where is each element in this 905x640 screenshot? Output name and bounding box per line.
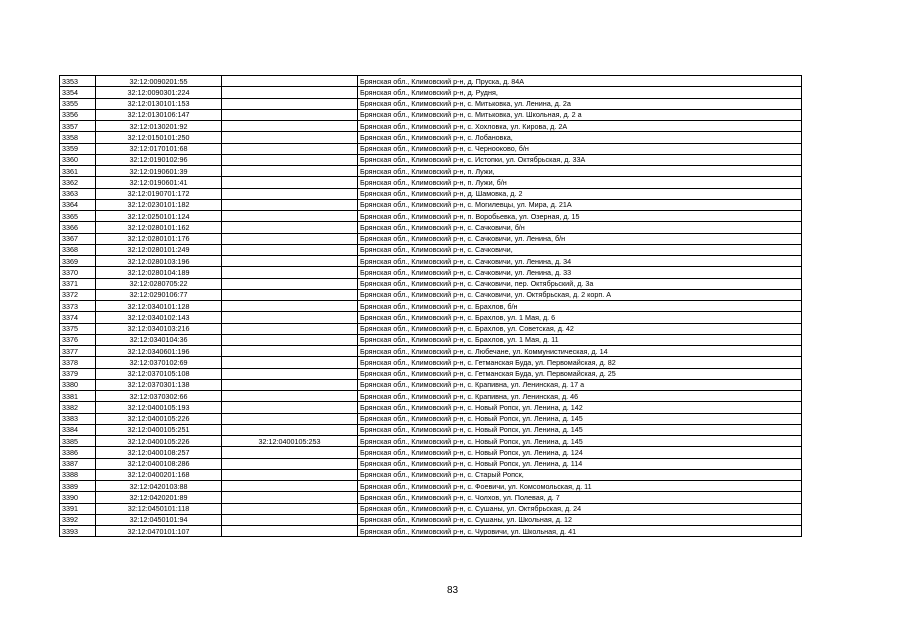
row-number-cell: 3384 bbox=[60, 424, 96, 435]
cadastral-number-cell: 32:12:0190102:96 bbox=[96, 154, 222, 165]
table-row bbox=[60, 447, 802, 458]
linked-cadastral-number-cell bbox=[222, 323, 358, 334]
registry-table-body bbox=[60, 76, 802, 537]
table-row bbox=[60, 514, 802, 525]
address-cell: Брянская обл., Климовский р-н, с. Чернооково, б/н bbox=[358, 143, 802, 154]
linked-cadastral-number-cell bbox=[222, 76, 358, 87]
linked-cadastral-number-cell bbox=[222, 87, 358, 98]
cadastral-number-cell: 32:12:0370301:138 bbox=[96, 379, 222, 390]
address-cell: Брянская обл., Климовский р-н, с. Старый Ропск, bbox=[358, 469, 802, 480]
cadastral-number-cell: 32:12:0400108:286 bbox=[96, 458, 222, 469]
linked-cadastral-number-cell bbox=[222, 469, 358, 480]
row-number-cell: 3389 bbox=[60, 481, 96, 492]
table-row bbox=[60, 222, 802, 233]
table-row bbox=[60, 334, 802, 345]
linked-cadastral-number-cell bbox=[222, 166, 358, 177]
cadastral-number-cell: 32:12:0400105:226 bbox=[96, 413, 222, 424]
table-row bbox=[60, 121, 802, 132]
row-number-cell: 3390 bbox=[60, 492, 96, 503]
address-cell: Брянская обл., Климовский р-н, с. Сушаны, ул. Октябрьская, д. 24 bbox=[358, 503, 802, 514]
row-number-cell: 3382 bbox=[60, 402, 96, 413]
address-cell: Брянская обл., Климовский р-н, с. Митьковка, ул. Ленина, д. 2а bbox=[358, 98, 802, 109]
cadastral-number-cell: 32:12:0420201:89 bbox=[96, 492, 222, 503]
linked-cadastral-number-cell bbox=[222, 289, 358, 300]
row-number-cell: 3362 bbox=[60, 177, 96, 188]
table-row bbox=[60, 301, 802, 312]
address-cell: Брянская обл., Климовский р-н, с. Новый Ропск, ул. Ленина, д. 145 bbox=[358, 436, 802, 447]
address-cell: Брянская обл., Климовский р-н, с. Могилевцы, ул. Мира, д. 21А bbox=[358, 199, 802, 210]
cadastral-number-cell: 32:12:0280705:22 bbox=[96, 278, 222, 289]
cadastral-number-cell: 32:12:0400105:193 bbox=[96, 402, 222, 413]
address-cell: Брянская обл., Климовский р-н, п. Лужи, б/н bbox=[358, 177, 802, 188]
row-number-cell: 3357 bbox=[60, 121, 96, 132]
row-number-cell: 3385 bbox=[60, 436, 96, 447]
address-cell: Брянская обл., Климовский р-н, с. Крапивна, ул. Ленинская, д. 17 а bbox=[358, 379, 802, 390]
table-row bbox=[60, 199, 802, 210]
linked-cadastral-number-cell bbox=[222, 424, 358, 435]
table-row bbox=[60, 424, 802, 435]
table-row bbox=[60, 503, 802, 514]
address-cell: Брянская обл., Климовский р-н, с. Брахлов, ул. 1 Мая, д. 6 bbox=[358, 312, 802, 323]
cadastral-number-cell: 32:12:0290106:77 bbox=[96, 289, 222, 300]
cadastral-number-cell: 32:12:0280103:196 bbox=[96, 256, 222, 267]
row-number-cell: 3368 bbox=[60, 244, 96, 255]
table-row bbox=[60, 391, 802, 402]
cadastral-number-cell: 32:12:0400201:168 bbox=[96, 469, 222, 480]
address-cell: Брянская обл., Климовский р-н, с. Сачковичи, пер. Октябрьский, д. 3а bbox=[358, 278, 802, 289]
cadastral-number-cell: 32:12:0280101:176 bbox=[96, 233, 222, 244]
row-number-cell: 3359 bbox=[60, 143, 96, 154]
cadastral-number-cell: 32:12:0420103:88 bbox=[96, 481, 222, 492]
cadastral-number-cell: 32:12:0450101:118 bbox=[96, 503, 222, 514]
row-number-cell: 3377 bbox=[60, 346, 96, 357]
address-cell: Брянская обл., Климовский р-н, с. Новый Ропск, ул. Ленина, д. 142 bbox=[358, 402, 802, 413]
table-row bbox=[60, 413, 802, 424]
row-number-cell: 3391 bbox=[60, 503, 96, 514]
linked-cadastral-number-cell bbox=[222, 188, 358, 199]
linked-cadastral-number-cell bbox=[222, 368, 358, 379]
row-number-cell: 3376 bbox=[60, 334, 96, 345]
table-row bbox=[60, 481, 802, 492]
table-row bbox=[60, 492, 802, 503]
cadastral-number-cell: 32:12:0400105:251 bbox=[96, 424, 222, 435]
cadastral-number-cell: 32:12:0340601:196 bbox=[96, 346, 222, 357]
cadastral-number-cell: 32:12:0340101:128 bbox=[96, 301, 222, 312]
row-number-cell: 3353 bbox=[60, 76, 96, 87]
row-number-cell: 3363 bbox=[60, 188, 96, 199]
row-number-cell: 3381 bbox=[60, 391, 96, 402]
address-cell: Брянская обл., Климовский р-н, с. Истопки, ул. Октябрьская, д. 33А bbox=[358, 154, 802, 165]
table-row bbox=[60, 402, 802, 413]
table-row bbox=[60, 233, 802, 244]
linked-cadastral-number-cell bbox=[222, 391, 358, 402]
cadastral-number-cell: 32:12:0190701:172 bbox=[96, 188, 222, 199]
linked-cadastral-number-cell bbox=[222, 244, 358, 255]
address-cell: Брянская обл., Климовский р-н, с. Сачковичи, б/н bbox=[358, 222, 802, 233]
row-number-cell: 3367 bbox=[60, 233, 96, 244]
property-registry-table bbox=[59, 75, 802, 537]
cadastral-number-cell: 32:12:0150101:250 bbox=[96, 132, 222, 143]
address-cell: Брянская обл., Климовский р-н, с. Гетманская Буда, ул. Первомайская, д. 25 bbox=[358, 368, 802, 379]
cadastral-number-cell: 32:12:0340102:143 bbox=[96, 312, 222, 323]
address-cell: Брянская обл., Климовский р-н, с. Новый Ропск, ул. Ленина, д. 145 bbox=[358, 424, 802, 435]
row-number-cell: 3364 bbox=[60, 199, 96, 210]
row-number-cell: 3380 bbox=[60, 379, 96, 390]
linked-cadastral-number-cell bbox=[222, 514, 358, 525]
row-number-cell: 3356 bbox=[60, 109, 96, 120]
linked-cadastral-number-cell bbox=[222, 267, 358, 278]
table-row bbox=[60, 436, 802, 447]
table-row bbox=[60, 76, 802, 87]
cadastral-number-cell: 32:12:0450101:94 bbox=[96, 514, 222, 525]
cadastral-number-cell: 32:12:0280101:162 bbox=[96, 222, 222, 233]
address-cell: Брянская обл., Климовский р-н, с. Любечане, ул. Коммунистическая, д. 14 bbox=[358, 346, 802, 357]
cadastral-number-cell: 32:12:0170101:68 bbox=[96, 143, 222, 154]
address-cell: Брянская обл., Климовский р-н, с. Новый Ропск, ул. Ленина, д. 124 bbox=[358, 447, 802, 458]
linked-cadastral-number-cell bbox=[222, 211, 358, 222]
linked-cadastral-number-cell bbox=[222, 199, 358, 210]
cadastral-number-cell: 32:12:0090301:224 bbox=[96, 87, 222, 98]
cadastral-number-cell: 32:12:0280101:249 bbox=[96, 244, 222, 255]
linked-cadastral-number-cell bbox=[222, 301, 358, 312]
cadastral-number-cell: 32:12:0340104:36 bbox=[96, 334, 222, 345]
address-cell: Брянская обл., Климовский р-н, с. Фоевичи, ул. Комсомольская, д. 11 bbox=[358, 481, 802, 492]
table-row bbox=[60, 346, 802, 357]
address-cell: Брянская обл., Климовский р-н, с. Сачковичи, ул. Ленина, д. 34 bbox=[358, 256, 802, 267]
address-cell: Брянская обл., Климовский р-н, с. Брахлов, ул. Советская, д. 42 bbox=[358, 323, 802, 334]
linked-cadastral-number-cell bbox=[222, 121, 358, 132]
linked-cadastral-number-cell bbox=[222, 481, 358, 492]
address-cell: Брянская обл., Климовский р-н, п. Воробьевка, ул. Озерная, д. 15 bbox=[358, 211, 802, 222]
address-cell: Брянская обл., Климовский р-н, с. Чуровичи, ул. Школьная, д. 41 bbox=[358, 526, 802, 537]
cadastral-number-cell: 32:12:0130106:147 bbox=[96, 109, 222, 120]
row-number-cell: 3355 bbox=[60, 98, 96, 109]
page-number: 83 bbox=[446, 585, 459, 596]
linked-cadastral-number-cell bbox=[222, 312, 358, 323]
linked-cadastral-number-cell bbox=[222, 357, 358, 368]
address-cell: Брянская обл., Климовский р-н, с. Гетманская Буда, ул. Первомайская, д. 82 bbox=[358, 357, 802, 368]
table-row bbox=[60, 368, 802, 379]
cadastral-number-cell: 32:12:0090201:55 bbox=[96, 76, 222, 87]
table-row bbox=[60, 379, 802, 390]
address-cell: Брянская обл., Климовский р-н, с. Митьковка, ул. Школьная, д. 2 а bbox=[358, 109, 802, 120]
linked-cadastral-number-cell bbox=[222, 132, 358, 143]
table-row bbox=[60, 98, 802, 109]
linked-cadastral-number-cell bbox=[222, 177, 358, 188]
address-cell: Брянская обл., Климовский р-н, д. Пруска, д. 84А bbox=[358, 76, 802, 87]
linked-cadastral-number-cell bbox=[222, 143, 358, 154]
row-number-cell: 3375 bbox=[60, 323, 96, 334]
row-number-cell: 3392 bbox=[60, 514, 96, 525]
row-number-cell: 3358 bbox=[60, 132, 96, 143]
table-row bbox=[60, 458, 802, 469]
linked-cadastral-number-cell bbox=[222, 413, 358, 424]
row-number-cell: 3354 bbox=[60, 87, 96, 98]
address-cell: Брянская обл., Климовский р-н, п. Лужи, bbox=[358, 166, 802, 177]
cadastral-number-cell: 32:12:0130101:153 bbox=[96, 98, 222, 109]
linked-cadastral-number-cell bbox=[222, 109, 358, 120]
linked-cadastral-number-cell bbox=[222, 256, 358, 267]
table-row bbox=[60, 357, 802, 368]
address-cell: Брянская обл., Климовский р-н, с. Новый Ропск, ул. Ленина, д. 145 bbox=[358, 413, 802, 424]
linked-cadastral-number-cell bbox=[222, 526, 358, 537]
linked-cadastral-number-cell: 32:12:0400105:253 bbox=[222, 436, 358, 447]
table-row bbox=[60, 278, 802, 289]
row-number-cell: 3360 bbox=[60, 154, 96, 165]
cadastral-number-cell: 32:12:0370102:69 bbox=[96, 357, 222, 368]
address-cell: Брянская обл., Климовский р-н, с. Сачковичи, ул. Ленина, б/н bbox=[358, 233, 802, 244]
address-cell: Брянская обл., Климовский р-н, с. Сачковичи, bbox=[358, 244, 802, 255]
cadastral-number-cell: 32:12:0230101:182 bbox=[96, 199, 222, 210]
cadastral-number-cell: 32:12:0400108:257 bbox=[96, 447, 222, 458]
table-row bbox=[60, 267, 802, 278]
cadastral-number-cell: 32:12:0130201:92 bbox=[96, 121, 222, 132]
row-number-cell: 3370 bbox=[60, 267, 96, 278]
linked-cadastral-number-cell bbox=[222, 402, 358, 413]
linked-cadastral-number-cell bbox=[222, 492, 358, 503]
address-cell: Брянская обл., Климовский р-н, с. Крапивна, ул. Ленинская, д. 46 bbox=[358, 391, 802, 402]
row-number-cell: 3365 bbox=[60, 211, 96, 222]
table-row bbox=[60, 177, 802, 188]
address-cell: Брянская обл., Климовский р-н, с. Сушаны, ул. Школьная, д. 12 bbox=[358, 514, 802, 525]
linked-cadastral-number-cell bbox=[222, 447, 358, 458]
linked-cadastral-number-cell bbox=[222, 98, 358, 109]
linked-cadastral-number-cell bbox=[222, 334, 358, 345]
row-number-cell: 3374 bbox=[60, 312, 96, 323]
table-row bbox=[60, 244, 802, 255]
linked-cadastral-number-cell bbox=[222, 222, 358, 233]
table-row bbox=[60, 469, 802, 480]
address-cell: Брянская обл., Климовский р-н, с. Брахлов, ул. 1 Мая, д. 11 bbox=[358, 334, 802, 345]
row-number-cell: 3378 bbox=[60, 357, 96, 368]
address-cell: Брянская обл., Климовский р-н, с. Лобановка, bbox=[358, 132, 802, 143]
linked-cadastral-number-cell bbox=[222, 346, 358, 357]
address-cell: Брянская обл., Климовский р-н, с. Хохловка, ул. Кирова, д. 2А bbox=[358, 121, 802, 132]
table-row bbox=[60, 312, 802, 323]
row-number-cell: 3366 bbox=[60, 222, 96, 233]
table-row bbox=[60, 323, 802, 334]
cadastral-number-cell: 32:12:0280104:189 bbox=[96, 267, 222, 278]
row-number-cell: 3369 bbox=[60, 256, 96, 267]
table-row bbox=[60, 289, 802, 300]
row-number-cell: 3379 bbox=[60, 368, 96, 379]
linked-cadastral-number-cell bbox=[222, 458, 358, 469]
row-number-cell: 3387 bbox=[60, 458, 96, 469]
row-number-cell: 3371 bbox=[60, 278, 96, 289]
cadastral-number-cell: 32:12:0470101:107 bbox=[96, 526, 222, 537]
address-cell: Брянская обл., Климовский р-н, с. Чолхов, ул. Полевая, д. 7 bbox=[358, 492, 802, 503]
table-row bbox=[60, 211, 802, 222]
table-row bbox=[60, 256, 802, 267]
cadastral-number-cell: 32:12:0370105:108 bbox=[96, 368, 222, 379]
table-row bbox=[60, 109, 802, 120]
linked-cadastral-number-cell bbox=[222, 233, 358, 244]
address-cell: Брянская обл., Климовский р-н, д. Рудня, bbox=[358, 87, 802, 98]
cadastral-number-cell: 32:12:0340103:216 bbox=[96, 323, 222, 334]
linked-cadastral-number-cell bbox=[222, 379, 358, 390]
cadastral-number-cell: 32:12:0370302:66 bbox=[96, 391, 222, 402]
cadastral-number-cell: 32:12:0190601:39 bbox=[96, 166, 222, 177]
row-number-cell: 3372 bbox=[60, 289, 96, 300]
address-cell: Брянская обл., Климовский р-н, с. Сачковичи, ул. Октябрьская, д. 2 корп. А bbox=[358, 289, 802, 300]
table-row bbox=[60, 166, 802, 177]
table-row bbox=[60, 132, 802, 143]
cadastral-number-cell: 32:12:0250101:124 bbox=[96, 211, 222, 222]
row-number-cell: 3373 bbox=[60, 301, 96, 312]
table-row bbox=[60, 188, 802, 199]
linked-cadastral-number-cell bbox=[222, 503, 358, 514]
table-row bbox=[60, 526, 802, 537]
table-row bbox=[60, 143, 802, 154]
cadastral-number-cell: 32:12:0400105:226 bbox=[96, 436, 222, 447]
linked-cadastral-number-cell bbox=[222, 278, 358, 289]
row-number-cell: 3361 bbox=[60, 166, 96, 177]
table-row bbox=[60, 87, 802, 98]
cadastral-number-cell: 32:12:0190601:41 bbox=[96, 177, 222, 188]
linked-cadastral-number-cell bbox=[222, 154, 358, 165]
table-row bbox=[60, 154, 802, 165]
row-number-cell: 3388 bbox=[60, 469, 96, 480]
address-cell: Брянская обл., Климовский р-н, с. Сачковичи, ул. Ленина, д. 33 bbox=[358, 267, 802, 278]
row-number-cell: 3393 bbox=[60, 526, 96, 537]
address-cell: Брянская обл., Климовский р-н, с. Новый Ропск, ул. Ленина, д. 114 bbox=[358, 458, 802, 469]
address-cell: Брянская обл., Климовский р-н, д. Шамовка, д. 2 bbox=[358, 188, 802, 199]
row-number-cell: 3386 bbox=[60, 447, 96, 458]
row-number-cell: 3383 bbox=[60, 413, 96, 424]
address-cell: Брянская обл., Климовский р-н, с. Брахлов, б/н bbox=[358, 301, 802, 312]
